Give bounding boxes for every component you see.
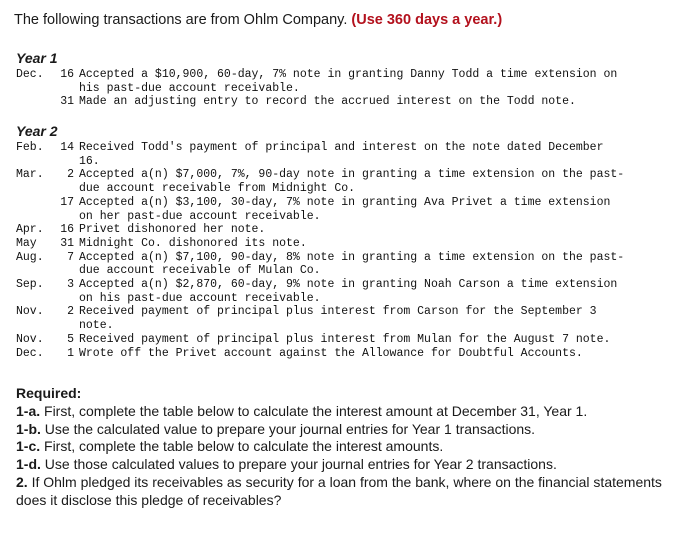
transaction-day: 7	[67, 250, 74, 264]
transaction-row	[16, 68, 659, 95]
transaction-row	[16, 251, 659, 278]
required-item	[16, 474, 686, 510]
transaction-text: Accepted a(n) $3,100, 30-day, 7% note in granting Ava Privet a time extension on her past-due account receivable.	[79, 195, 611, 223]
required-item-text: Use those calculated values to prepare your journal entries for Year 2 transactions.	[44, 456, 557, 473]
transaction-row	[16, 333, 659, 347]
transaction-row	[16, 223, 659, 237]
transaction-day: 3	[67, 278, 74, 292]
intro-text: The following transactions are from Ohlm Company.	[14, 12, 348, 28]
year-2-transactions	[16, 141, 659, 360]
required-item-label: 1-b.	[16, 420, 41, 437]
transaction-day: 31	[60, 95, 74, 109]
transaction-text: Wrote off the Privet account against the Allowance for Doubtful Accounts.	[79, 346, 583, 360]
required-item-label: 1-c.	[16, 438, 41, 455]
transaction-text: Accepted a $10,900, 60-day, 7% note in granting Danny Todd a time extension on his past-due account receivable.	[79, 68, 618, 95]
transaction-row	[16, 196, 659, 223]
transaction-day: 16	[60, 68, 74, 81]
required-item-label: 1-d.	[16, 456, 41, 473]
transaction-row	[16, 278, 659, 305]
transaction-day: 5	[67, 332, 74, 346]
transaction-day: 1	[67, 346, 74, 360]
transaction-day: 31	[60, 236, 74, 250]
required-item	[16, 421, 686, 439]
intro-highlight: (Use 360 days a year.)	[351, 12, 503, 28]
transaction-month: Mar.	[16, 168, 44, 182]
transaction-month: Apr.	[16, 223, 44, 237]
required-item-text: If Ohlm pledged its receivables as security for a loan from the bank, where on the financial statements does it disclose this pledge of receivables?	[16, 473, 662, 508]
transaction-month: Sep.	[16, 278, 44, 292]
transaction-month	[16, 196, 52, 223]
required-item-text: First, complete the table below to calculate the interest amount at December 31, Year 1.	[44, 402, 588, 419]
transaction-row	[16, 237, 659, 251]
required-item	[16, 456, 686, 474]
transaction-day: 2	[67, 168, 74, 182]
transaction-row	[16, 305, 659, 332]
year-1-heading: Year 1	[16, 50, 58, 66]
transaction-day: 2	[67, 305, 74, 319]
transaction-row	[16, 347, 659, 361]
transaction-day: 17	[60, 195, 74, 209]
required-item	[16, 403, 686, 421]
transaction-day: 16	[60, 223, 74, 237]
year-1-transactions	[16, 68, 659, 109]
required-item	[16, 438, 686, 456]
transaction-text: Received Todd's payment of principal and interest on the note dated December 16.	[79, 141, 604, 168]
transaction-month: Dec.	[16, 68, 44, 81]
transaction-text: Made an adjusting entry to record the accrued interest on the Todd note.	[79, 95, 576, 109]
required-section	[16, 385, 686, 510]
transaction-month: Feb.	[16, 141, 44, 154]
transaction-month: Nov.	[16, 305, 44, 319]
transaction-row	[16, 95, 659, 109]
required-item-label: 2.	[16, 473, 28, 490]
intro-line	[14, 12, 502, 28]
transaction-month: Dec.	[16, 346, 44, 360]
transaction-day: 14	[60, 141, 74, 154]
year-2-heading: Year 2	[16, 123, 58, 139]
transaction-month: Nov.	[16, 332, 44, 346]
transaction-row	[16, 141, 659, 168]
required-title: Required:	[16, 385, 82, 401]
transaction-row	[16, 168, 659, 195]
required-item-label: 1-a.	[16, 402, 41, 419]
required-item-text: First, complete the table below to calculate the interest amounts.	[44, 438, 444, 455]
transaction-text: Received payment of principal plus interest from Carson for the September 3 note.	[79, 305, 597, 333]
transaction-month: Aug.	[16, 250, 44, 264]
transaction-month	[16, 95, 52, 109]
transaction-text: Received payment of principal plus interest from Mulan for the August 7 note.	[79, 332, 611, 346]
required-item-text: Use the calculated value to prepare your journal entries for Year 1 transactions.	[44, 420, 536, 437]
transaction-text: Midnight Co. dishonored its note.	[79, 236, 307, 250]
transaction-month: May	[16, 236, 37, 250]
transaction-text: Accepted a(n) $2,870, 60-day, 9% note in granting Noah Carson a time extension on his past-due account receivable.	[79, 278, 618, 305]
transaction-text: Privet dishonored her note.	[79, 223, 266, 237]
transaction-text: Accepted a(n) $7,000, 7%, 90-day note in granting a time extension on the past- due account receivable from Midnight Co.	[79, 168, 625, 196]
transaction-text: Accepted a(n) $7,100, 90-day, 8% note in granting a time extension on the past- due account receivable of Mulan Co.	[79, 250, 625, 278]
